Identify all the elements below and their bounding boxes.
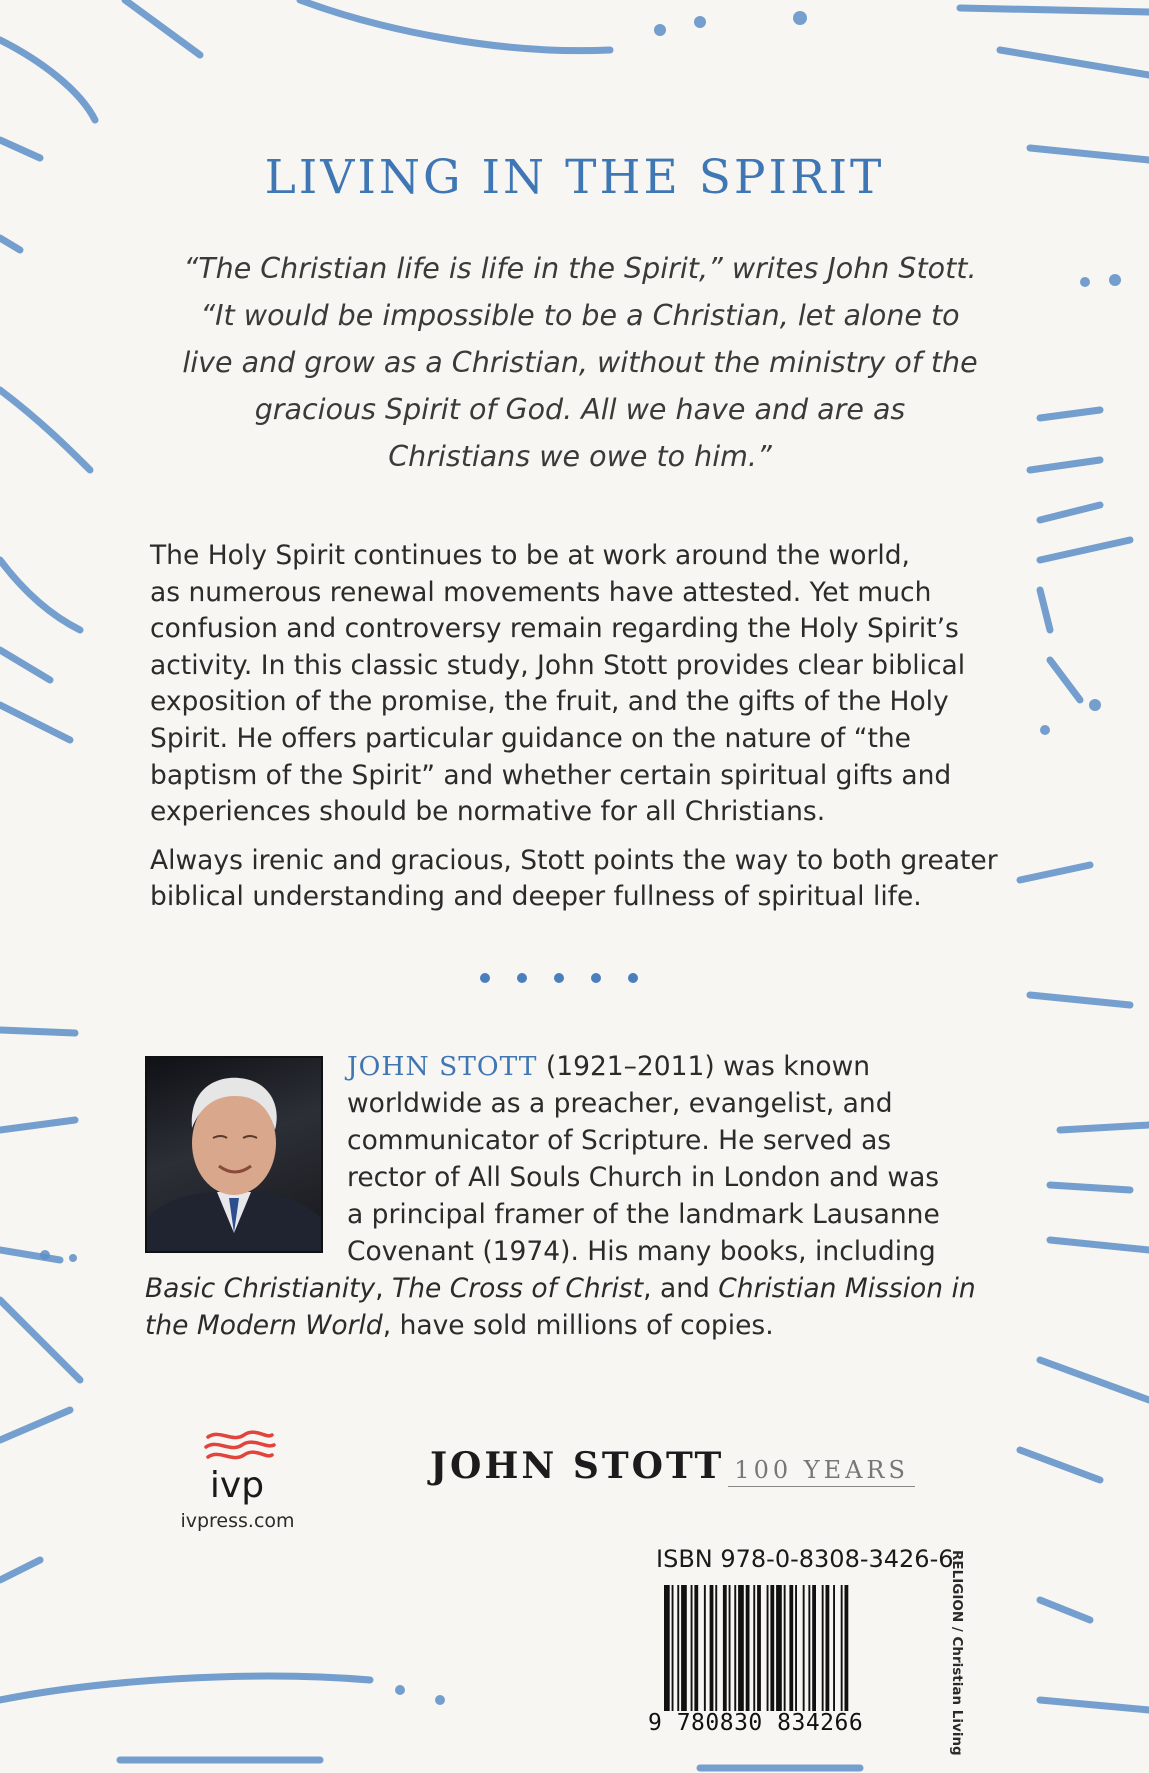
description-line: confusion and controversy remain regarding the Holy Spirit’s [150, 613, 959, 645]
series-years: 100 YEARS [728, 1456, 915, 1487]
description-line: Always irenic and gracious, Stott points the way to both greater [150, 844, 998, 876]
barcode-bar [677, 1585, 679, 1711]
isbn-label: ISBN 978-0-8308-3426-6 [656, 1545, 954, 1573]
quote-line: “The Christian life is life in the Spirit,” writes John Stott. [183, 252, 977, 285]
book-title-christian-mission: Christian Mission in [718, 1273, 976, 1304]
barcode-bar [795, 1585, 797, 1711]
author-name: JOHN STOTT [347, 1051, 538, 1082]
description-line: Spirit. He offers particular guidance on the nature of “the [150, 722, 911, 754]
quote-line: live and grow as a Christian, without the ministry of the [182, 346, 978, 379]
barcode-bar [822, 1585, 824, 1711]
barcode-bar [672, 1585, 674, 1711]
barcode-bar [746, 1585, 750, 1711]
bio-line: communicator of Scripture. He served as [347, 1125, 892, 1156]
barcode-bar [845, 1585, 849, 1711]
quote-line: gracious Spirit of God. All we have and are as [254, 393, 906, 426]
description-line: activity. In this classic study, John Stott provides clear biblical [150, 649, 966, 681]
bio-line: worldwide as a preacher, evangelist, and [347, 1088, 893, 1119]
author-bio [145, 1048, 1005, 1344]
description-line: baptism of the Spirit” and whether certain spiritual gifts and [150, 759, 952, 791]
bio-line: rector of All Souls Church in London and was [347, 1162, 940, 1193]
ornament-dot [480, 973, 490, 983]
book-title-christian-mission: the Modern World [145, 1310, 383, 1341]
barcode-bar [704, 1585, 706, 1711]
quote-line: Christians we owe to him.” [388, 440, 772, 473]
bio-text: , and [643, 1273, 719, 1304]
barcode-number: 9 780830 834266 [648, 1710, 864, 1736]
ornament-dots [480, 968, 665, 987]
quote-block [165, 245, 995, 480]
description-line: biblical understanding and deeper fullness of spiritual life. [150, 881, 922, 913]
description-line: as numerous renewal movements have attested. Yet much [150, 576, 932, 608]
barcode-bar [729, 1585, 731, 1711]
quote-line: “It would be impossible to be a Christian, let alone to [200, 299, 960, 332]
description-line: experiences should be normative for all Christians. [150, 796, 826, 828]
barcode-bar [789, 1585, 793, 1711]
barcode-bar [734, 1585, 736, 1711]
barcode-icon [660, 1585, 940, 1711]
barcode-bar [770, 1585, 774, 1711]
barcode-bar [841, 1585, 843, 1711]
bio-line [145, 1048, 1005, 1085]
bio-line: Covenant (1974). His many books, including [347, 1236, 936, 1267]
series-name: JOHN STOTT [430, 1445, 725, 1487]
description-line: exposition of the promise, the fruit, and the gifts of the Holy [150, 686, 949, 718]
barcode-bar [681, 1585, 687, 1711]
series-logo [430, 1445, 915, 1487]
barcode-bar [776, 1585, 782, 1711]
ivp-logo-icon [180, 1425, 295, 1505]
barcode-bar [808, 1585, 810, 1711]
bio-text: , [375, 1273, 393, 1304]
barcode-bar [753, 1585, 755, 1711]
barcode-bar [691, 1585, 693, 1711]
bio-line [145, 1307, 1005, 1344]
book-title-cross-of-christ: The Cross of Christ [392, 1273, 644, 1304]
barcode-bar [812, 1585, 816, 1711]
description [150, 538, 1010, 916]
category-label: RELIGION / Christian Living [949, 1550, 965, 1756]
barcode-bar [757, 1585, 761, 1711]
barcode-bar [833, 1585, 835, 1711]
ornament-dot [517, 973, 527, 983]
barcode-bar [723, 1585, 727, 1711]
bio-line: a principal framer of the landmark Lausanne [347, 1199, 940, 1230]
ornament-dot [554, 973, 564, 983]
barcode-bar [784, 1585, 786, 1711]
ivp-logo-text: ivp [209, 1465, 265, 1505]
barcode-bar [710, 1585, 714, 1711]
ornament-dot [628, 973, 638, 983]
ornament-dot [591, 973, 601, 983]
barcode-bar [715, 1585, 717, 1711]
barcode-bar [767, 1585, 769, 1711]
barcode-bar [664, 1585, 670, 1711]
barcode-bar [826, 1585, 830, 1711]
description-line: The Holy Spirit continues to be at work around the world, [150, 540, 910, 571]
publisher-url: ivpress.com [180, 1510, 295, 1532]
bio-line [145, 1270, 1005, 1307]
barcode-bar [803, 1585, 805, 1711]
book-title: LIVING IN THE SPIRIT [264, 150, 885, 205]
bio-text: , have sold millions of copies. [382, 1310, 774, 1341]
barcode-bar [694, 1585, 698, 1711]
book-title-basic-christianity: Basic Christianity [145, 1273, 376, 1304]
bio-text: (1921–2011) was known [537, 1051, 871, 1082]
barcode-bar [738, 1585, 744, 1711]
